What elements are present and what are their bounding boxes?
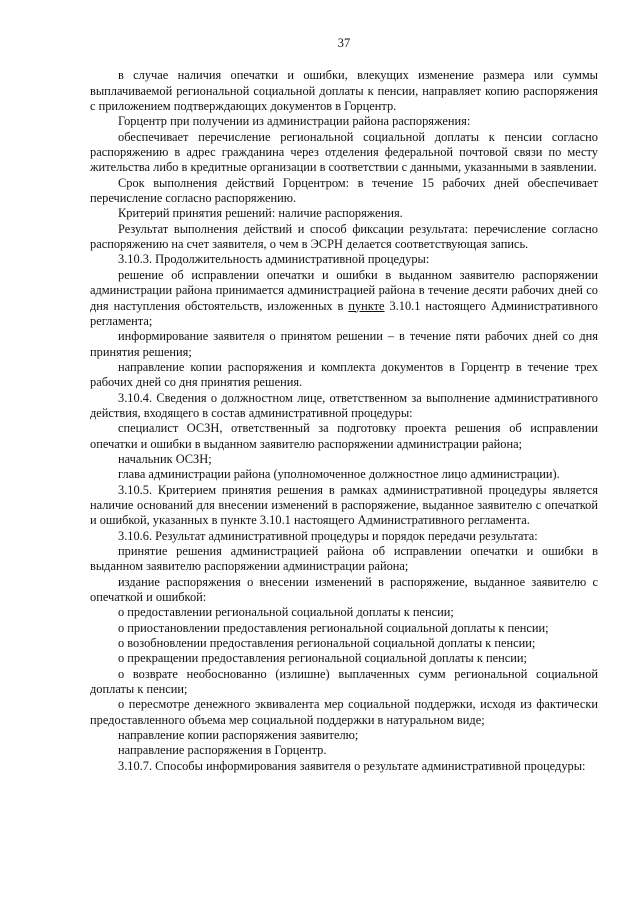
paragraph-center-deadline: Срок выполнения действий Горцентром: в течение 15 рабочих дней обеспечивает перечисление согласно распоряжению.: [90, 175, 598, 206]
paragraph-send-three-days: направление копии распоряжения и комплекта документов в Горцентр в течение трех рабочих дней со дня принятия решения.: [90, 359, 598, 390]
paragraph-3-10-6-heading: 3.10.6. Результат административной процедуры и порядок передачи результата:: [118, 528, 538, 543]
paragraph-head-oszn: начальник ОСЗН;: [118, 451, 212, 466]
page-number: 37: [337, 36, 351, 50]
paragraph-district-head: глава администрации района (уполномоченное должностное лицо администрации).: [118, 467, 560, 482]
document-page: [90, 36, 598, 774]
paragraph-decision-criterion: Критерий принятия решений: наличие распоряжения.: [118, 206, 403, 221]
paragraph-order-amendment: издание распоряжения о внесении изменений в распоряжение, выданное заявителю с опечаткой и ошибкой:: [90, 574, 598, 605]
list-item-resumption: о возобновлении предоставления региональной социальной доплаты к пенсии;: [118, 636, 536, 651]
paragraph-3-10-5-criterion: 3.10.5. Критерием принятия решения в рамках административной процедуры является наличие оснований для внесении изменений в распоряжение, выданное заявителю с опечаткой и ошибкой, указанных в пункте 3.10.1 настоящего Административного регламента.: [90, 482, 598, 528]
paragraph-3-10-4-heading: 3.10.4. Сведения о должностном лице, ответственном за выполнение административного действия, входящего в состав административной процедуры:: [90, 390, 598, 420]
list-item-termination: о прекращении предоставления региональной социальной доплаты к пенсии;: [118, 651, 527, 666]
list-item-suspension: о приостановлении предоставления региональной социальной доплаты к пенсии;: [118, 620, 549, 635]
paragraph-decision-adoption: принятие решения администрацией района об исправлении опечатки и ошибки в выданном заявителю распоряжении администрации района;: [90, 544, 598, 574]
paragraph-result-and-recording: Результат выполнения действий и способ фиксации результата: перечисление согласно распоряжению на счет заявителя, о чем в ЭСРН делается соответствующая запись.: [90, 221, 598, 252]
clause-reference-link: пункте: [348, 298, 385, 313]
paragraph-inform-five-days: информирование заявителя о принятом решении – в течение пяти рабочих дней со дня принятия решения;: [90, 329, 598, 359]
list-item-revision: о пересмотре денежного эквивалента мер социальной поддержки, исходя из фактически предоставленного объема мер социальной поддержки в натуральном виде;: [90, 697, 598, 727]
list-item-refund: о возврате необоснованно (излишне) выплаченных сумм региональной социальной доплаты к пенсии;: [90, 666, 598, 697]
paragraph-send-copy-to-applicant: направление копии распоряжения заявителю;: [118, 728, 359, 743]
paragraph-send-to-center: направление распоряжения в Горцентр.: [118, 743, 327, 758]
paragraph-decision-ten-days: решение об исправлении опечатки и ошибки в выданном заявителю распоряжении администрации района принимается администрацией района в течение десяти рабочих дней со дня наступления обстоятельств, изложенных в пункте 3.10.1 настоящего Административного регламента;: [90, 267, 598, 328]
paragraph-specialist-oszn: специалист ОСЗН, ответственный за подготовку проекта решения об исправлении опечатки и ошибки в выданном заявителю распоряжении администрации района;: [90, 421, 598, 451]
list-item-provision: о предоставлении региональной социальной доплаты к пенсии;: [118, 605, 454, 620]
paragraph-correction-copy-to-center: в случае наличия опечатки и ошибки, влекущих изменение размера или суммы выплачиваемой региональной социальной доплаты к пенсии, направляет копию распоряжения с приложением подтверждающих документов в Горцентр.: [90, 68, 598, 114]
paragraph-center-upon-receipt: Горцентр при получении из администрации района распоряжения:: [118, 114, 471, 129]
paragraph-center-ensures-transfer: обеспечивает перечисление региональной социальной доплаты к пенсии согласно распоряжению в адрес гражданина через отделения федеральной почтовой связи по месту жительства либо в кредитные организации в соответствии с данными, указанными в заявлении.: [90, 129, 598, 175]
paragraph-3-10-7-heading: 3.10.7. Способы информирования заявителя о результате административной процедуры:: [118, 758, 586, 773]
paragraph-3-10-3-heading: 3.10.3. Продолжительность административной процедуры:: [118, 252, 430, 267]
